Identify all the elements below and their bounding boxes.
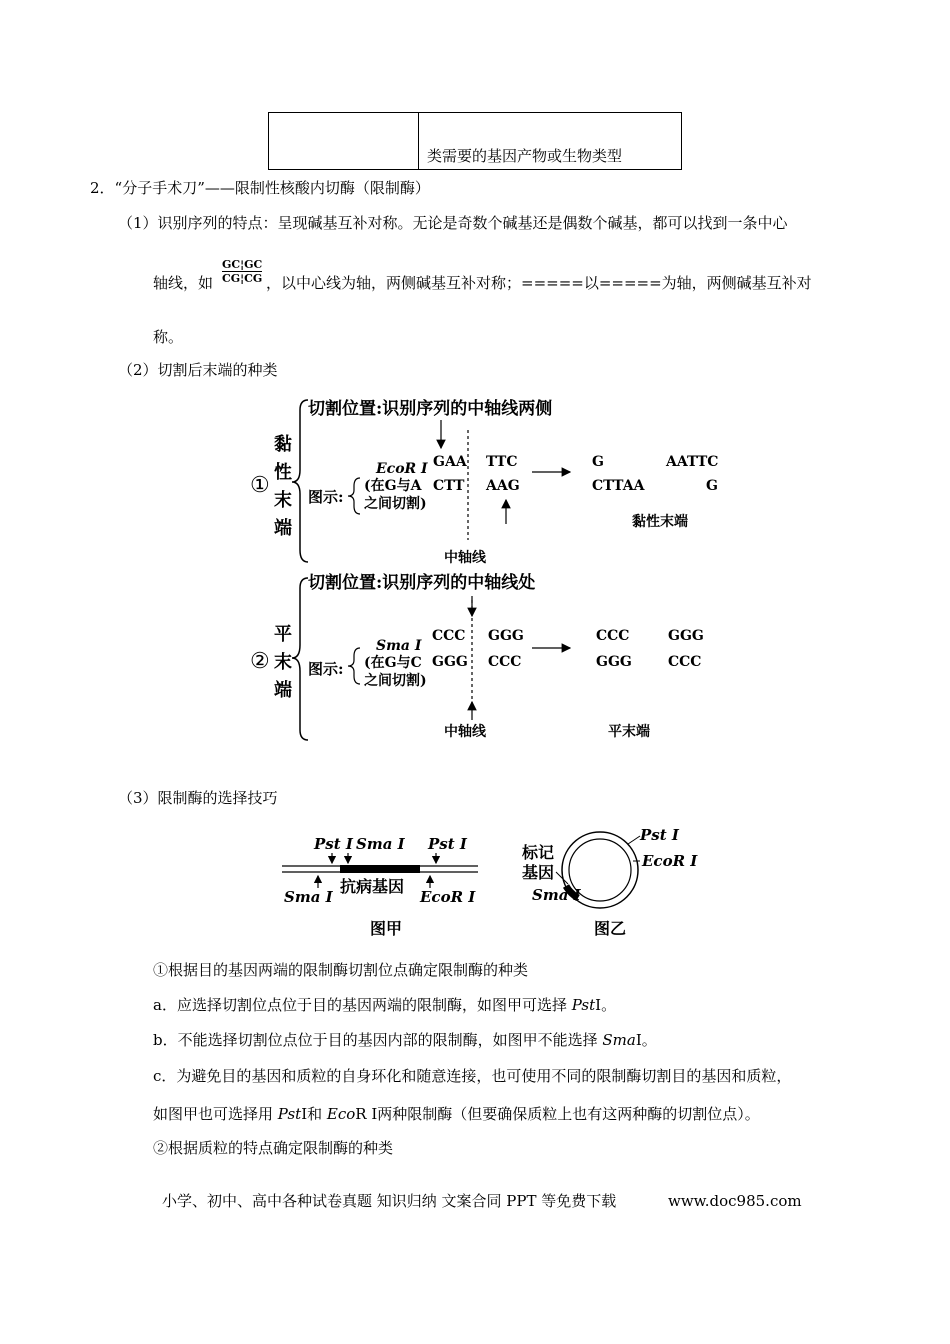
- blunt-label-1: 平: [274, 624, 292, 645]
- sticky-res-bot-left: CTTAA: [592, 478, 645, 494]
- point-c-enzyme-1: Pst: [277, 1105, 302, 1123]
- blunt-enzyme: Sma Ⅰ: [376, 638, 422, 654]
- fig-b-pst-pointer: [628, 836, 640, 844]
- footer-text: 小学、初中、高中各种试卷真题 知识归纳 文案合同 PPT 等免费下载: [162, 1192, 617, 1210]
- point-b-suffix: Ⅰ。: [635, 1031, 657, 1049]
- section-title: 2．“分子手术刀”——限制性核酸内切酶（限制酶）: [90, 179, 430, 197]
- sticky-figure-label: 图示:: [308, 488, 344, 506]
- fraction-bottom: CG¦CG: [222, 272, 263, 285]
- sticky-enzyme: EcoR Ⅰ: [376, 461, 428, 477]
- sticky-seq-bot-left: CTT: [433, 478, 465, 494]
- blunt-result-label: 平末端: [608, 724, 650, 740]
- fig-b-marker-line-1: 标记: [522, 843, 555, 862]
- point-a: [153, 995, 616, 1015]
- fig-a-gene-label: 抗病基因: [340, 877, 405, 896]
- blunt-note-1: (在G与C: [364, 655, 422, 671]
- point-c-line-2: [153, 1104, 760, 1124]
- point-1: ①根据目的基因两端的限制酶切割位点确定限制酶的种类: [153, 961, 529, 979]
- fig-b-sma: Sma Ⅰ: [532, 886, 581, 904]
- sticky-seq-top-right: TTC: [486, 454, 518, 470]
- paragraph-3-title: （3）限制酶的选择技巧: [118, 789, 278, 807]
- sticky-brace-inner: [348, 478, 360, 514]
- fig-b-caption: 图乙: [594, 919, 627, 938]
- sticky-axis-label: 中轴线: [444, 550, 486, 566]
- resistance-gene-bar: [340, 865, 420, 873]
- point-b: [153, 1030, 657, 1050]
- paragraph-1-line-2-prefix: 轴线，如: [153, 274, 214, 292]
- sticky-circle-number: ①: [250, 473, 270, 498]
- sticky-res-bot-right: G: [706, 478, 718, 494]
- blunt-seq-top-left: CCC: [432, 628, 466, 644]
- blunt-brace-inner: [348, 648, 360, 684]
- blunt-seq-top-right: GGG: [488, 628, 524, 644]
- paragraph-1-line-1: （1）识别序列的特点：呈现碱基互补对称。无论是奇数个碱基还是偶数个碱基，都可以找到一条中心: [118, 214, 788, 232]
- blunt-res-top-left: CCC: [596, 628, 630, 644]
- sticky-label-3: 末: [274, 490, 292, 511]
- sticky-seq-top-left: GAA: [433, 454, 467, 470]
- fig-a-sma-top: Sma Ⅰ: [356, 835, 405, 853]
- fig-b-marker-line-2: 基因: [522, 863, 555, 882]
- blunt-res-top-right: GGG: [668, 628, 704, 644]
- footer-url[interactable]: www.doc985.com: [668, 1192, 802, 1210]
- sticky-res-top-left: G: [592, 454, 604, 470]
- point-c-mid: Ⅰ和: [301, 1105, 327, 1123]
- fig-a-ecor: EcoR Ⅰ: [420, 888, 476, 906]
- sticky-brace-outer: [292, 400, 308, 562]
- fig-a-caption: 图甲: [370, 919, 403, 938]
- table-fragment: [268, 112, 682, 170]
- blunt-cut-position: 切割位置:识别序列的中轴线处: [308, 573, 536, 593]
- blunt-brace-outer: [292, 578, 308, 740]
- fraction-top: GC¦GC: [222, 258, 263, 271]
- fig-a-pst-left: Pst Ⅰ: [314, 835, 353, 853]
- point-a-text: a．应选择切割位点位于目的基因两端的限制酶，如图甲可选择: [153, 996, 572, 1014]
- blunt-label-2: 末: [274, 652, 292, 673]
- sticky-cut-position: 切割位置:识别序列的中轴线两侧: [308, 399, 553, 419]
- enzyme-selection-figures: [278, 828, 718, 946]
- table-cell: 类需要的基因产物或生物类型: [427, 147, 623, 165]
- fig-b-ecor: EcoR Ⅰ: [642, 852, 698, 870]
- sticky-label-4: 端: [274, 518, 292, 539]
- point-c-suffix: R Ⅰ两种限制酶（但要确保质粒上也有这两种酶的切割位点）。: [355, 1105, 760, 1123]
- blunt-circle-number: ②: [250, 649, 270, 674]
- point-b-enzyme: Sma: [602, 1031, 636, 1049]
- blunt-note-2: 之间切割): [364, 673, 427, 689]
- paragraph-1-line-3: 称。: [153, 328, 184, 346]
- fig-a-pst-right: Pst Ⅰ: [428, 835, 467, 853]
- blunt-res-bot-right: CCC: [668, 654, 702, 670]
- sticky-note-2: 之间切割): [364, 496, 427, 512]
- blunt-seq-bot-right: CCC: [488, 654, 522, 670]
- point-2: ②根据质粒的特点确定限制酶的种类: [153, 1139, 394, 1157]
- point-c-prefix: 如图甲也可选择用: [153, 1105, 278, 1123]
- blunt-res-bot-left: GGG: [596, 654, 632, 670]
- sequence-fraction: [222, 258, 262, 285]
- paragraph-2-title: （2）切割后末端的种类: [118, 361, 278, 379]
- point-a-suffix: Ⅰ。: [595, 996, 617, 1014]
- point-c-line-1: c．为避免目的基因和质粒的自身环化和随意连接，也可使用不同的限制酶切割目的基因和质粒，: [153, 1067, 792, 1085]
- table-divider: [418, 113, 419, 169]
- sticky-label-2: 性: [274, 462, 292, 483]
- blunt-figure-label: 图示:: [308, 660, 344, 678]
- blunt-axis-label: 中轴线: [444, 724, 486, 740]
- fig-b-pst: Pst Ⅰ: [640, 828, 679, 844]
- sticky-note-1: (在G与A: [364, 478, 422, 494]
- point-a-enzyme: Pst: [571, 996, 596, 1014]
- blunt-label-3: 端: [274, 680, 292, 701]
- sticky-result-label: 黏性末端: [632, 514, 688, 530]
- sticky-res-top-right: AATTC: [666, 454, 719, 470]
- blunt-seq-bot-left: GGG: [432, 654, 468, 670]
- sticky-label-1: 黏: [274, 434, 292, 455]
- fig-a-sma-bottom: Sma Ⅰ: [284, 888, 333, 906]
- point-b-text: b．不能选择切割位点位于目的基因内部的限制酶，如图甲不能选择: [153, 1031, 603, 1049]
- sticky-seq-bot-right: AAG: [486, 478, 520, 494]
- paragraph-1-line-2-suffix: ，以中心线为轴，两侧碱基互补对称；=====以=====为轴，两侧碱基互补对: [266, 274, 812, 292]
- point-c-enzyme-2: Eco: [326, 1105, 356, 1123]
- end-types-diagram: [240, 390, 740, 745]
